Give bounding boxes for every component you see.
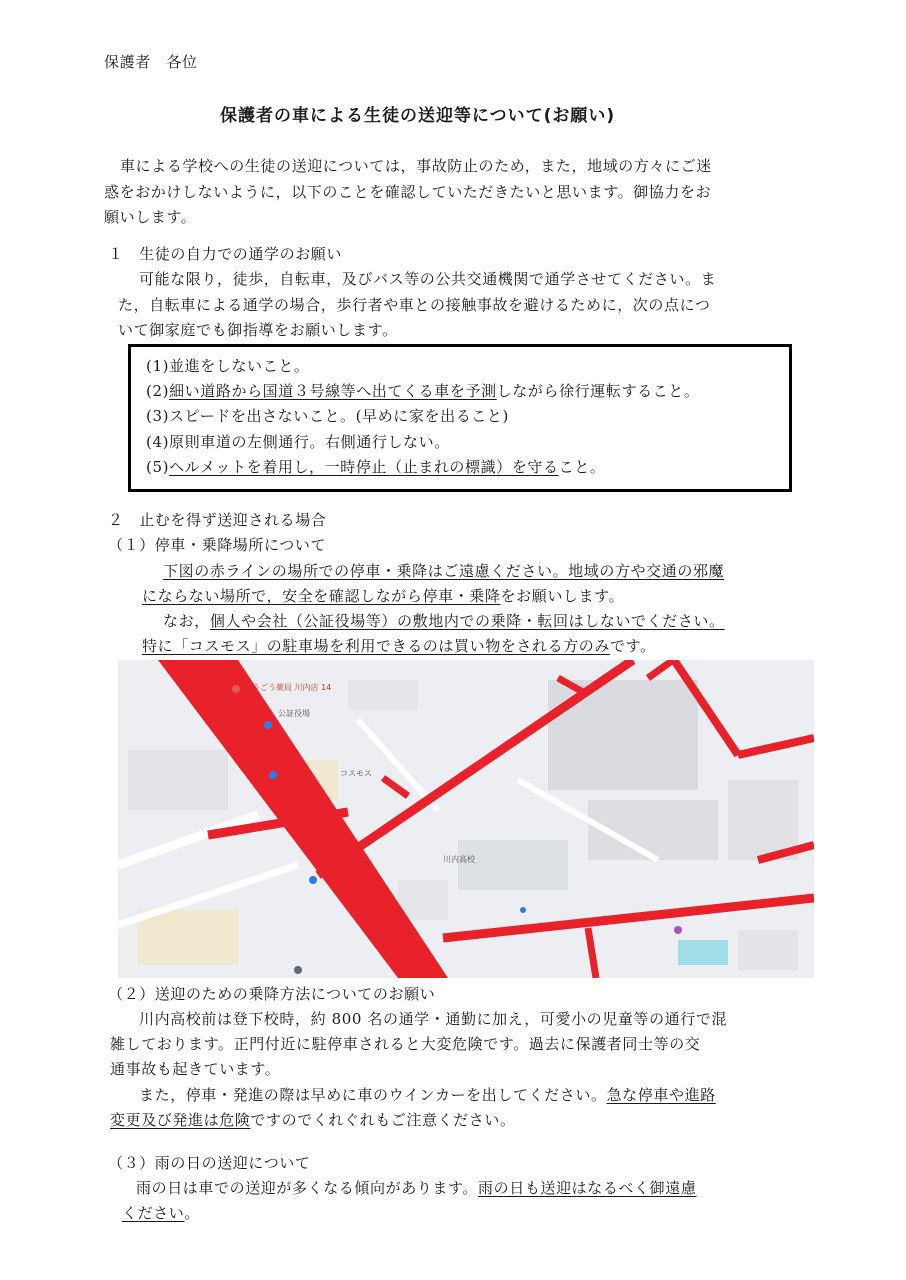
section1-body-2: た，自転車による通学の場合，歩行者や車との接触事故を避けるために，次の点につ [118, 296, 711, 314]
map-label-pharmacy: そうごう薬局 川内店 14 [244, 683, 332, 692]
sub1-line-1: 下図の赤ラインの場所での停車・乗降はご遠慮ください。地域の方や交通の邪魔 [163, 562, 725, 580]
map-label-cosmos: コスモス [340, 769, 372, 778]
map-graphic [118, 660, 814, 978]
rule-5: (5)ヘルメットを着用し，一時停止（止まれの標識）を守ること。 [146, 458, 606, 476]
addressee: 保護者 各位 [104, 53, 198, 71]
sub1-heading: （１）停車・乗降場所について [108, 536, 327, 554]
intro-line-3: 願いします。 [104, 208, 197, 226]
sub3-heading: （３）雨の日の送迎について [108, 1154, 311, 1172]
sub2-body-4: また，停車・発進の際は早めに車のウインカーを出してください。急な停車や進路 [139, 1086, 716, 1104]
sub2-body-3: 通事故も起きています。 [110, 1060, 281, 1078]
sub1-line-2: にならない場所で，安全を確認しながら停車・乗降をお願いします。 [142, 587, 625, 605]
section2-heading: ２ 止むを得ず送迎される場合 [108, 511, 327, 529]
sub3-body-1: 雨の日は車での送迎が多くなる傾向があります。雨の日も送迎はなるべく御遠慮 [136, 1179, 697, 1197]
area-map [118, 660, 814, 978]
sub1-line-4: 特に「コスモス」の駐車場を利用できるのは買い物をされる方のみです。 [142, 637, 656, 655]
document-title: 保護者の車による生徒の送迎等について(お願い) [220, 106, 616, 126]
rule-4: (4)原則車道の左側通行。右側通行しない。 [146, 433, 450, 451]
sub2-body-2: 雑しております。正門付近に駐停車されると大変危険です。過去に保護者同士等の交 [110, 1035, 701, 1053]
sub2-heading: （２）送迎のための乗降方法についてのお願い [108, 985, 436, 1003]
section1-heading: １ 生徒の自力での通学のお願い [108, 245, 343, 263]
sub1-line-3: なお，個人や会社（公証役場等）の敷地内での乗降・転回はしないでください。 [163, 612, 725, 630]
intro-line-1: 車による学校への生徒の送迎については，事故防止のため，また，地域の方々にご迷 [120, 157, 712, 175]
section1-body-3: いて御家庭でも御指導をお願いします。 [118, 321, 398, 339]
sub3-body-2: ください。 [122, 1204, 201, 1222]
sub2-body-1: 川内高校前は登下校時，約 800 名の通学・通勤に加え，可愛小の児童等の通行で混 [139, 1010, 728, 1028]
map-label-notary: 公証役場 [278, 709, 310, 718]
map-label-school: 川内高校 [443, 855, 475, 864]
rule-1: (1)並進をしないこと。 [146, 357, 310, 375]
rule-3: (3)スピードを出さないこと。(早めに家を出ること) [146, 407, 509, 425]
section1-body-1: 可能な限り，徒歩，自転車，及びバス等の公共交通機関で通学させてください。ま [139, 270, 717, 288]
sub2-body-5: 変更及び発進は危険ですのでくれぐれもご注意ください。 [110, 1111, 516, 1129]
rule-2: (2)細い道路から国道３号線等へ出てくる車を予測しながら徐行運転すること。 [146, 382, 700, 400]
intro-line-2: 惑をおかけしないように，以下のことを確認していただきたいと思います。御協力をお [104, 183, 712, 201]
